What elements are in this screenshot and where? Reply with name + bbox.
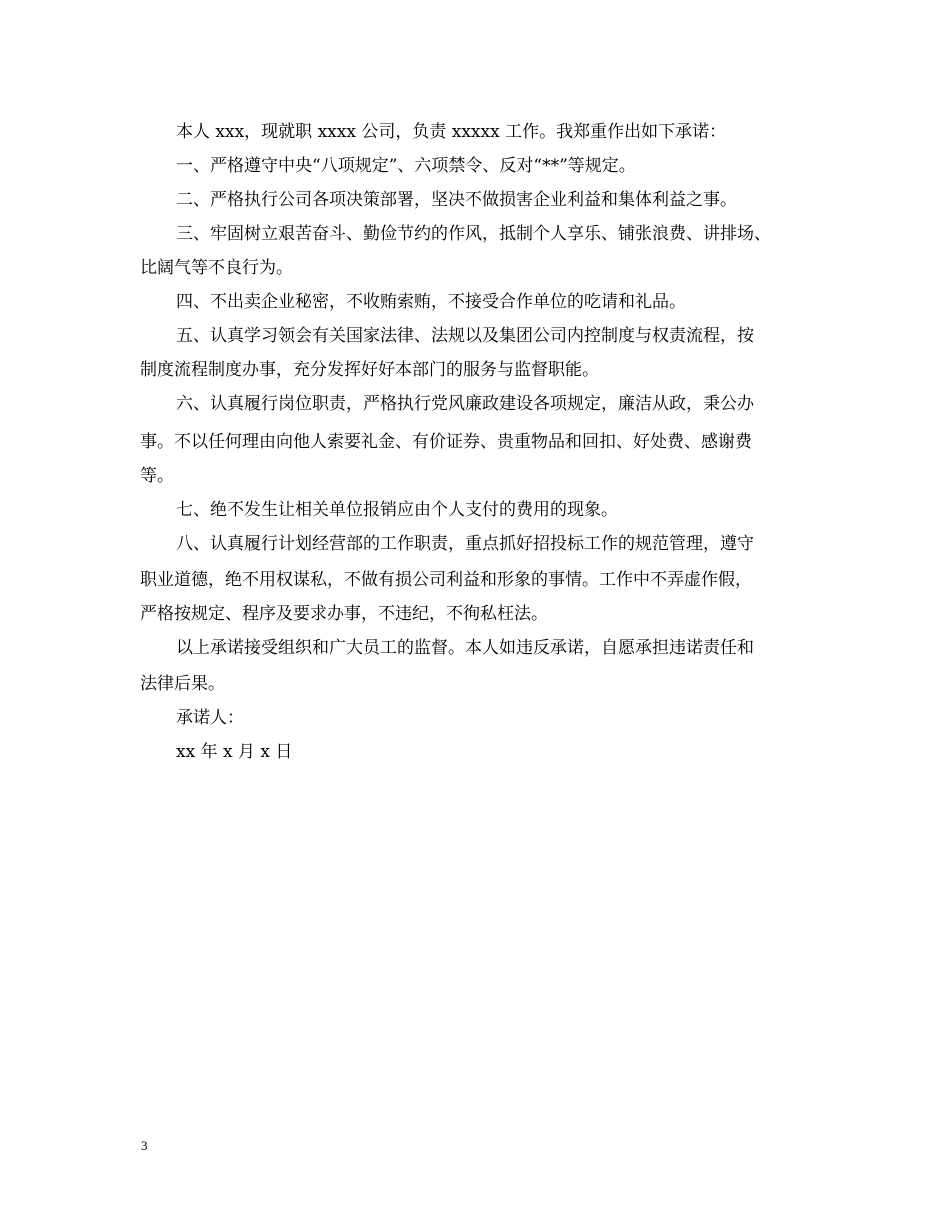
- body-line: 五、认真学习领会有关国家法律、法规以及集团公司内控制度与权责流程，按: [176, 326, 754, 346]
- body-line: 八、认真履行计划经营部的工作职责，重点抓好招投标工作的规范管理，遵守: [176, 534, 754, 554]
- body-line: 制度流程制度办事，充分发挥好好本部门的服务与监督职能。: [140, 360, 599, 380]
- body-line: 本人 xxx，现就职 xxxx 公司，负责 xxxxx 工作。我郑重作出如下承诺：: [176, 122, 727, 142]
- body-line: 七、绝不发生让相关单位报销应由个人支付的费用的现象。: [176, 500, 618, 520]
- body-line: 六、认真履行岗位职责，严格执行党风廉政建设各项规定，廉洁从政，秉公办: [176, 394, 754, 414]
- body-line: 比阔气等不良行为。: [140, 258, 293, 278]
- body-line: 二、严格执行公司各项决策部署，坚决不做损害企业利益和集体利益之事。: [176, 190, 737, 210]
- body-line: 事。不以任何理由向他人索要礼金、有价证券、贵重物品和回扣、好处费、感谢费: [140, 432, 752, 452]
- body-line: 等。: [140, 466, 174, 486]
- page-number: 3: [141, 1138, 148, 1153]
- body-line: 一、严格遵守中央“八项规定”、六项禁令、反对“**”等规定。: [176, 156, 636, 176]
- body-line: 职业道德，绝不用权谋私，不做有损公司利益和形象的事情。工作中不弄虚作假，: [140, 570, 752, 590]
- body-line: 三、牢固树立艰苦奋斗、勤俭节约的作风，抵制个人享乐、铺张浪费、讲排场、: [176, 224, 771, 244]
- signer-label: 承诺人：: [176, 708, 244, 728]
- signature-date: xx 年 x 月 x 日: [176, 742, 293, 762]
- body-line: 以上承诺接受组织和广大员工的监督。本人如违反承诺，自愿承担违诺责任和: [176, 638, 754, 658]
- body-line: 四、不出卖企业秘密，不收贿索贿，不接受合作单位的吃请和礼品。: [176, 292, 686, 312]
- body-line: 法律后果。: [140, 674, 225, 694]
- body-line: 严格按规定、程序及要求办事，不违纪，不徇私枉法。: [140, 604, 548, 624]
